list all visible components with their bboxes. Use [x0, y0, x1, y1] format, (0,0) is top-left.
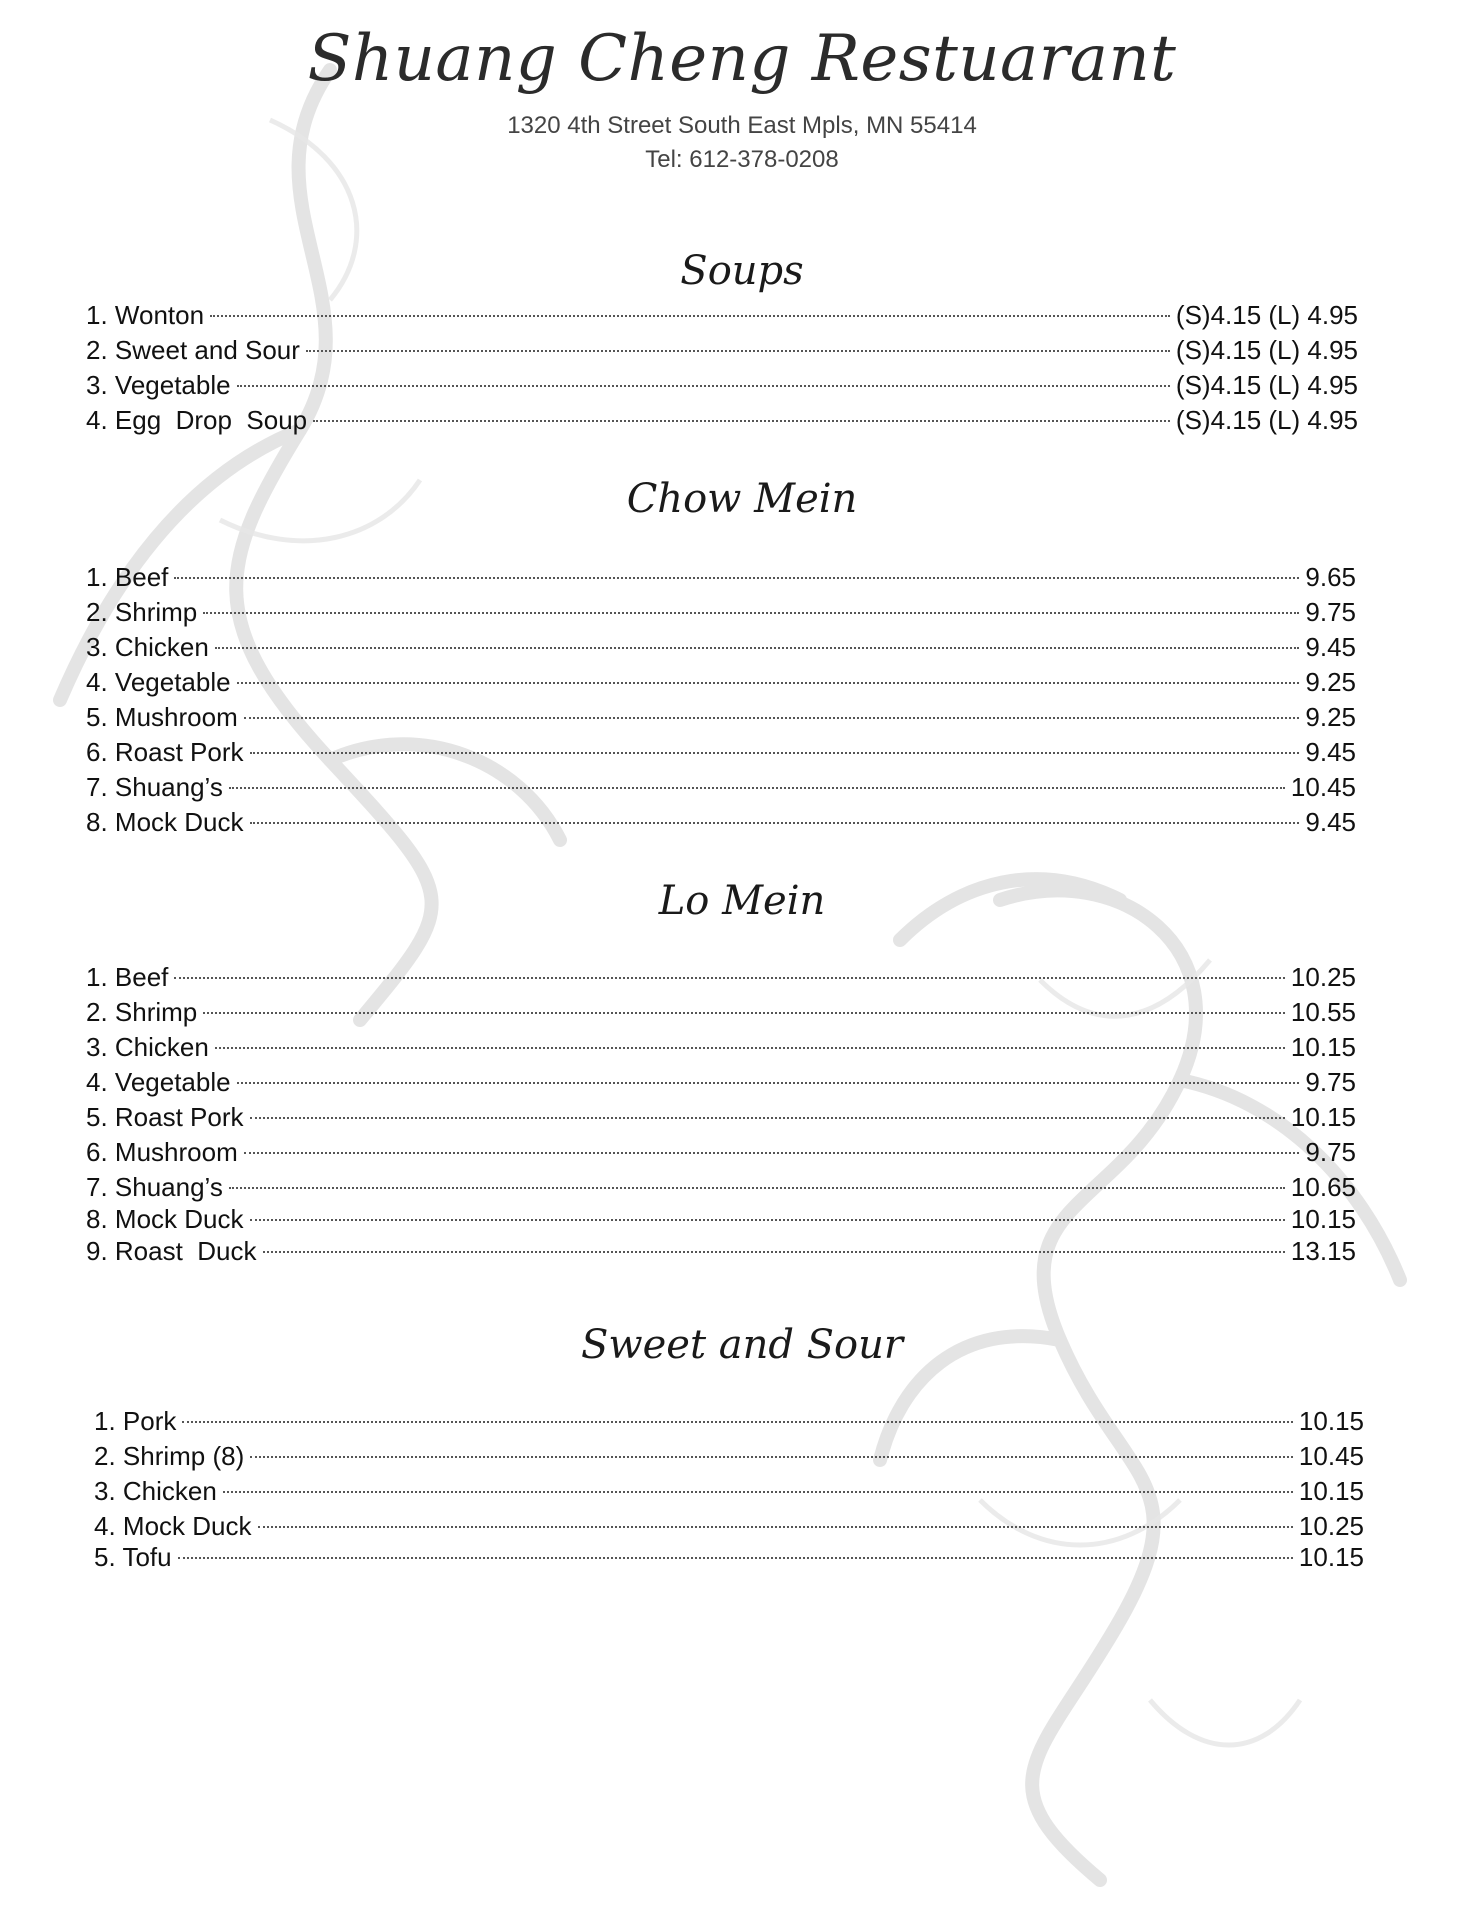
list-item	[86, 1100, 1356, 1134]
item-price: 10.15	[1290, 1102, 1356, 1132]
item-name: 2. Sweet and Sour	[86, 335, 300, 365]
item-price: 13.15	[1290, 1236, 1356, 1266]
item-price: 9.65	[1305, 562, 1356, 592]
item-price: 10.25	[1290, 962, 1356, 992]
item-name: 1. Beef	[86, 962, 169, 992]
leader-dots	[258, 1526, 1293, 1528]
leader-dots	[237, 1082, 1300, 1084]
item-price: 10.65	[1290, 1172, 1356, 1202]
item-price: 10.45	[1298, 1441, 1364, 1471]
leader-dots	[250, 752, 1300, 754]
item-name: 5. Tofu	[94, 1542, 172, 1572]
item-name: 8. Mock Duck	[86, 1204, 244, 1234]
leader-dots	[250, 1219, 1285, 1221]
list-item	[86, 1030, 1356, 1064]
item-price: 9.45	[1305, 737, 1356, 767]
item-name: 4. Mock Duck	[94, 1511, 252, 1541]
item-price: 9.45	[1305, 632, 1356, 662]
list-item	[86, 700, 1356, 734]
item-name: 6. Mushroom	[86, 1137, 238, 1167]
list-item	[86, 630, 1356, 664]
item-price: 9.25	[1305, 702, 1356, 732]
item-name: 1. Wonton	[86, 300, 205, 330]
item-name: 4. Egg Drop Soup	[86, 405, 308, 435]
leader-dots	[210, 315, 1170, 317]
list-item	[86, 595, 1356, 629]
item-price: 10.15	[1290, 1204, 1356, 1234]
item-name: 4. Vegetable	[86, 1067, 231, 1097]
section-title-sweet-and-sour: Sweet and Sour	[580, 1322, 904, 1368]
item-price: (S)4.15 (L) 4.95	[1175, 370, 1358, 400]
item-name: 3. Chicken	[86, 632, 209, 662]
leader-dots	[178, 1557, 1293, 1559]
leader-dots	[174, 977, 1285, 979]
item-name: 7. Shuang’s	[86, 772, 223, 802]
list-item	[86, 960, 1356, 994]
leader-dots	[237, 682, 1300, 684]
list-item	[86, 995, 1356, 1029]
list-item	[94, 1474, 1364, 1508]
leader-dots	[244, 717, 1300, 719]
leader-dots	[182, 1421, 1293, 1423]
restaurant-address: 1320 4th Street South East Mpls, MN 55414	[507, 112, 977, 139]
item-price: 10.15	[1298, 1406, 1364, 1436]
item-price: 10.45	[1290, 772, 1356, 802]
leader-dots	[174, 577, 1299, 579]
item-name: 7. Shuang’s	[86, 1172, 223, 1202]
leader-dots	[237, 385, 1170, 387]
list-item	[86, 1135, 1356, 1169]
item-price: 9.45	[1305, 807, 1356, 837]
item-name: 8. Mock Duck	[86, 807, 244, 837]
list-item	[86, 665, 1356, 699]
leader-dots	[215, 647, 1300, 649]
item-name: 5. Roast Pork	[86, 1102, 244, 1132]
item-price: 9.25	[1305, 667, 1356, 697]
leader-dots	[203, 1012, 1285, 1014]
item-name: 2. Shrimp	[86, 997, 198, 1027]
item-name: 3. Chicken	[94, 1476, 217, 1506]
list-item	[94, 1404, 1364, 1438]
list-item	[94, 1439, 1364, 1473]
list-item	[94, 1509, 1364, 1543]
item-name: 2. Shrimp	[86, 597, 198, 627]
leader-dots	[229, 787, 1285, 789]
list-item	[86, 1234, 1356, 1268]
item-price: 10.15	[1290, 1032, 1356, 1062]
leader-dots	[263, 1251, 1285, 1253]
item-name: 1. Beef	[86, 562, 169, 592]
list-item	[86, 770, 1356, 804]
list-item	[86, 1202, 1356, 1236]
item-name: 3. Chicken	[86, 1032, 209, 1062]
item-price: (S)4.15 (L) 4.95	[1175, 335, 1358, 365]
list-item	[86, 1170, 1356, 1204]
item-price: 10.15	[1298, 1476, 1364, 1506]
item-name: 3. Vegetable	[86, 370, 231, 400]
item-price: (S)4.15 (L) 4.95	[1175, 405, 1358, 435]
item-price: 10.25	[1298, 1511, 1364, 1541]
leader-dots	[229, 1187, 1285, 1189]
list-item	[86, 735, 1356, 769]
leader-dots	[313, 420, 1170, 422]
item-name: 6. Roast Pork	[86, 737, 244, 767]
list-item	[86, 1065, 1356, 1099]
leader-dots	[306, 350, 1170, 352]
item-name: 2. Shrimp (8)	[94, 1441, 245, 1471]
item-price: 10.55	[1290, 997, 1356, 1027]
list-item	[86, 333, 1358, 367]
list-item	[86, 298, 1358, 332]
section-title-soups: Soups	[680, 248, 804, 294]
item-name: 1. Pork	[94, 1406, 177, 1436]
leader-dots	[223, 1491, 1293, 1493]
item-name: 9. Roast Duck	[86, 1236, 257, 1266]
item-price: (S)4.15 (L) 4.95	[1175, 300, 1358, 330]
list-item	[86, 560, 1356, 594]
item-name: 5. Mushroom	[86, 702, 238, 732]
list-item	[86, 403, 1358, 437]
list-item	[86, 368, 1358, 402]
leader-dots	[250, 822, 1300, 824]
leader-dots	[203, 612, 1299, 614]
leader-dots	[215, 1047, 1285, 1049]
item-price: 9.75	[1305, 1137, 1356, 1167]
item-price: 9.75	[1305, 1067, 1356, 1097]
list-item	[86, 805, 1356, 839]
list-item	[94, 1540, 1364, 1574]
restaurant-title: Shuang Cheng Restuarant	[307, 22, 1177, 96]
leader-dots	[244, 1152, 1300, 1154]
section-title-lo-mein: Lo Mein	[658, 878, 826, 924]
item-name: 4. Vegetable	[86, 667, 231, 697]
item-price: 9.75	[1305, 597, 1356, 627]
leader-dots	[250, 1117, 1285, 1119]
item-price: 10.15	[1298, 1542, 1364, 1572]
leader-dots	[250, 1456, 1293, 1458]
restaurant-phone: Tel: 612-378-0208	[645, 146, 839, 173]
section-title-chow-mein: Chow Mein	[626, 476, 858, 522]
